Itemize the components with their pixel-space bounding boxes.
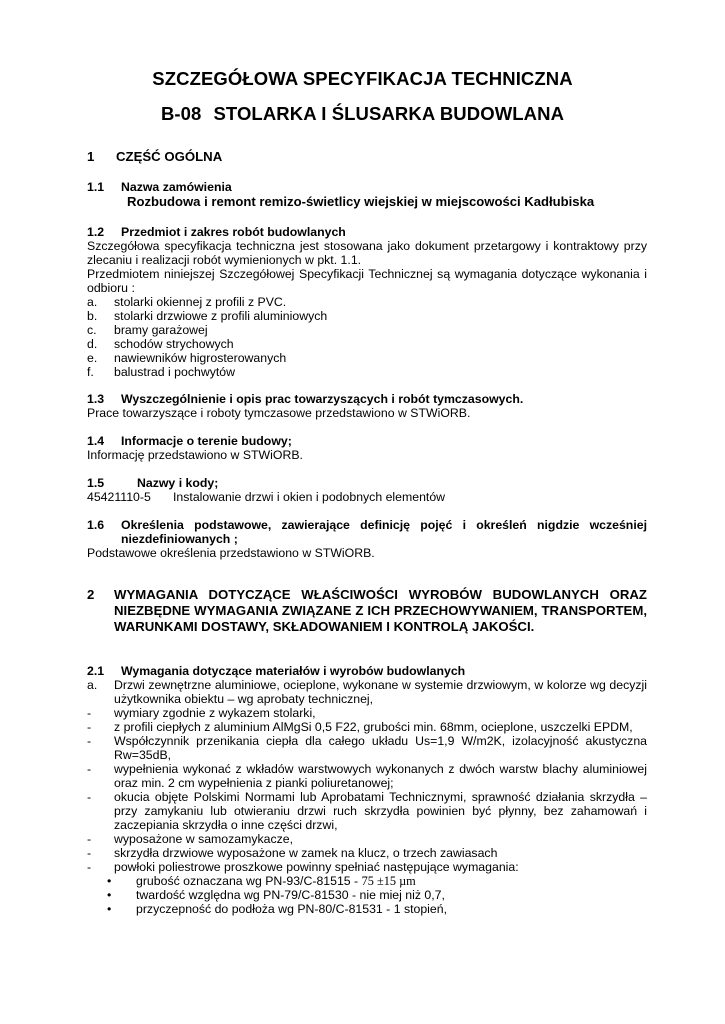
section-1-2 (87, 225, 647, 379)
cpv-description: Instalowanie drzwi i okien i podobnych elementów (173, 490, 446, 504)
document-title: SZCZEGÓŁOWA SPECYFIKACJA TECHNICZNA (152, 68, 573, 89)
bullet-item: • grubość oznaczana wg PN-93/C-81515 - 75 ±15 µm (107, 874, 416, 888)
list-item: - wypełnienia wykonać z wkładów warstwowych wykonanych z dwóch warstw blachy aluminiowej oraz min. 2 cm wypełnienia z pianki poliuretanowej; (87, 762, 647, 790)
section-1-1-heading: 1.1 Nazwa zamówienia (87, 180, 232, 194)
section-1-3 (87, 392, 647, 420)
list-item: a. stolarki okiennej z profili z PVC. (87, 295, 287, 309)
list-item: - wymiary zgodnie z wykazem stolarki, (87, 706, 316, 720)
section-1-5-heading: 1.5 Nazwy i kody; (87, 476, 219, 490)
list-item: - wyposażone w samozamykacze, (87, 832, 294, 846)
list-item: - powłoki poliestrowe proszkowe powinny spełniać następujące wymagania: (87, 860, 519, 874)
section-2-heading: 2 WYMAGANIA DOTYCZĄCE WŁAŚCIWOŚCI WYROBÓW BUDOWLANYCH ORAZ NIEZBĘDNE WYMAGANIA ZWIĄZANE Z ICH PRZECHOWYWANIEM, TRANSPORTEM, WARUNKAMI DOSTAWY, SKŁADOWANIEM I KONTROLĄ JAKOŚCI. (87, 587, 647, 634)
section-2-1-heading: 2.1 Wymagania dotyczące materiałów i wyrobów budowlanych (87, 664, 466, 678)
section-1-6-text: Podstawowe określenia przedstawiono w STWiORB. (87, 546, 375, 560)
bullet-item: • przyczepność do podłoża wg PN-80/C-81531 - 1 stopień, (107, 902, 448, 916)
section-number: 1 (87, 149, 95, 164)
document-subtitle (0, 103, 725, 125)
section-1-heading (87, 150, 647, 164)
section-1-6 (87, 518, 647, 560)
scope-list (87, 295, 647, 379)
cpv-code-row (87, 490, 647, 504)
section-1-6-heading-cont: niezdefiniowanych ; (121, 532, 238, 546)
list-item: d. schodów strychowych (87, 337, 234, 351)
section-1-4-text: Informację przedstawiono w STWiORB. (87, 448, 303, 462)
bullet-icon: • (107, 888, 112, 902)
section-1-6-heading: 1.6 Określenia podstawowe, zawierające definicję pojęć i określeń nigdzie wcześniej (87, 518, 647, 532)
list-item: - okucia objęte Polskimi Normami lub Aprobatami Technicznymi, sprawność działania skrzydła – przy zamykaniu lub otwieraniu drzwi ruch skrzydła powinien być płynny, bez zahamowań i zaczepiania skrzydła o inne części drzwi, (87, 790, 647, 832)
section-2-1 (87, 664, 647, 916)
list-item: - Współczynnik przenikania ciepła dla całego układu Us=1,9 W/m2K, izolacyjność akustyczna Rw=35dB, (87, 734, 647, 762)
list-item: b. stolarki drzwiowe z profili aluminiowych (87, 309, 328, 323)
document-subtitle-text: STOLARKA I ŚLUSARKA BUDOWLANA (213, 103, 565, 124)
section-1-2-paragraph-1: Szczegółowa specyfikacja techniczna jest stosowana jako dokument przetargowy i kontraktowy przy zlecaniu i realizacji robót wymienionych w pkt. 1.1. (87, 239, 647, 267)
cpv-code: 45421110-5 (87, 490, 151, 504)
section-1-1 (87, 180, 647, 209)
list-item: e. nawiewników higrosterowanych (87, 351, 287, 365)
order-name: Rozbudowa i remont remizo-świetlicy wiejskiej w miejscowości Kadłubiska (127, 194, 595, 209)
bullet-item: • twardość względna wg PN-79/C-81530 - nie miej niż 0,7, (107, 888, 445, 902)
document-code: B-08 (160, 103, 202, 124)
section-1-4 (87, 434, 647, 462)
section-title: CZĘŚĆ OGÓLNA (116, 149, 223, 164)
list-item: c. bramy garażowej (87, 323, 208, 337)
list-item: - z profili ciepłych z aluminium AlMgSi 0,5 F22, grubości min. 68mm, ocieplone, uszczelki EPDM, (87, 720, 633, 734)
section-1-5 (87, 476, 647, 504)
requirements-list (87, 678, 647, 874)
bullet-icon: • (107, 874, 112, 888)
section-1-2-heading: 1.2 Przedmiot i zakres robót budowlanych (87, 225, 346, 239)
list-item: - skrzydła drzwiowe wyposażone w zamek na klucz, o trzech zawiasach (87, 846, 498, 860)
section-1-3-heading: 1.3 Wyszczególnienie i opis prac towarzyszących i robót tymczasowych. (87, 392, 524, 406)
coating-requirements-list (87, 874, 647, 916)
section-1-4-heading: 1.4 Informacje o terenie budowy; (87, 434, 292, 448)
section-1-3-text: Prace towarzyszące i roboty tymczasowe przedstawiono w STWiORB. (87, 406, 471, 420)
bullet-icon: • (107, 902, 112, 916)
section-1-2-paragraph-2: Przedmiotem niniejszej Szczegółowej Specyfikacji Technicznej są wymagania dotyczące wykonania i odbioru : (87, 267, 647, 295)
list-item: a. Drzwi zewnętrzne aluminiowe, ocieplone, wykonane w systemie drzwiowym, w kolorze wg decyzji użytkownika obiektu – wg aprobaty technicznej, (87, 678, 647, 706)
list-item: f. balustrad i pochwytów (87, 365, 235, 379)
